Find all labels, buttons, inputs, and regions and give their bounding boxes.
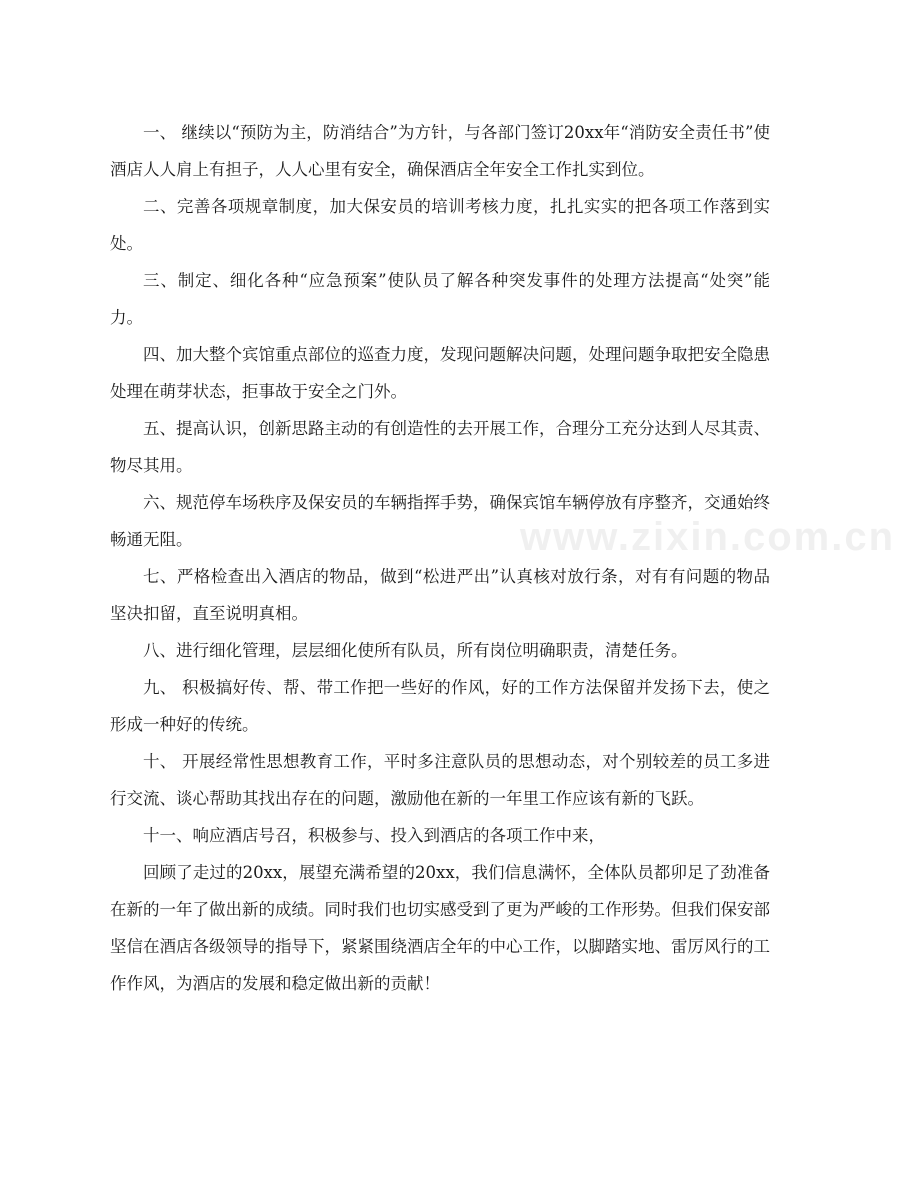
paragraph-12: 回顾了走过的20xx，展望充满希望的20xx，我们信息满怀，全体队员都卯足了劲准备在新的一年了做出新的成绩。同时我们也切实感受到了更为严峻的工作形势。但我们保安部坚信在酒店各级领导的指导下，紧紧围绕酒店全年的中心工作，以脚踏实地、雷厉风行的工作作风，为酒店的发展和稳定做出新的贡献！ — [110, 863, 770, 993]
watermark: www.zixin.com.cn — [520, 515, 896, 559]
paragraph-3: 三、制定、细化各种“应急预案”使队员了解各种突发事件的处理方法提高“处突”能力。 — [110, 271, 770, 327]
paragraph-1: 一、 继续以“预防为主，防消结合”为方针，与各部门签订20xx年“消防安全责任书”使酒店人人肩上有担子，人人心里有安全，确保酒店全年安全工作扎实到位。 — [110, 123, 770, 179]
paragraph-11: 十一、响应酒店号召，积极参与、投入到酒店的各项工作中来， — [143, 826, 605, 845]
paragraph-6: 六、规范停车场秩序及保安员的车辆指挥手势，确保宾馆车辆停放有序整齐，交通始终畅通无阻。 — [110, 493, 770, 549]
paragraph-5: 五、提高认识，创新思路主动的有创造性的去开展工作，合理分工充分达到人尽其责、物尽其用。 — [110, 419, 770, 475]
paragraph-9: 九、 积极搞好传、帮、带工作把一些好的作风，好的工作方法保留并发扬下去，使之形成一种好的传统。 — [110, 678, 770, 734]
paragraph-7: 七、严格检查出入酒店的物品，做到“松进严出”认真核对放行条，对有有问题的物品坚决扣留，直至说明真相。 — [110, 567, 770, 623]
paragraph-4: 四、加大整个宾馆重点部位的巡查力度，发现问题解决问题，处理问题争取把安全隐患处理在萌芽状态，拒事故于安全之门外。 — [110, 345, 770, 401]
paragraph-8: 八、进行细化管理，层层细化使所有队员，所有岗位明确职责，清楚任务。 — [143, 641, 688, 660]
paragraph-10: 十、 开展经常性思想教育工作，平时多注意队员的思想动态，对个别较差的员工多进行交流、谈心帮助其找出存在的问题，激励他在新的一年里工作应该有新的飞跃。 — [110, 752, 770, 808]
document-body — [110, 114, 770, 1002]
paragraph-2: 二、完善各项规章制度，加大保安员的培训考核力度，扎扎实实的把各项工作落到实处。 — [110, 197, 770, 253]
